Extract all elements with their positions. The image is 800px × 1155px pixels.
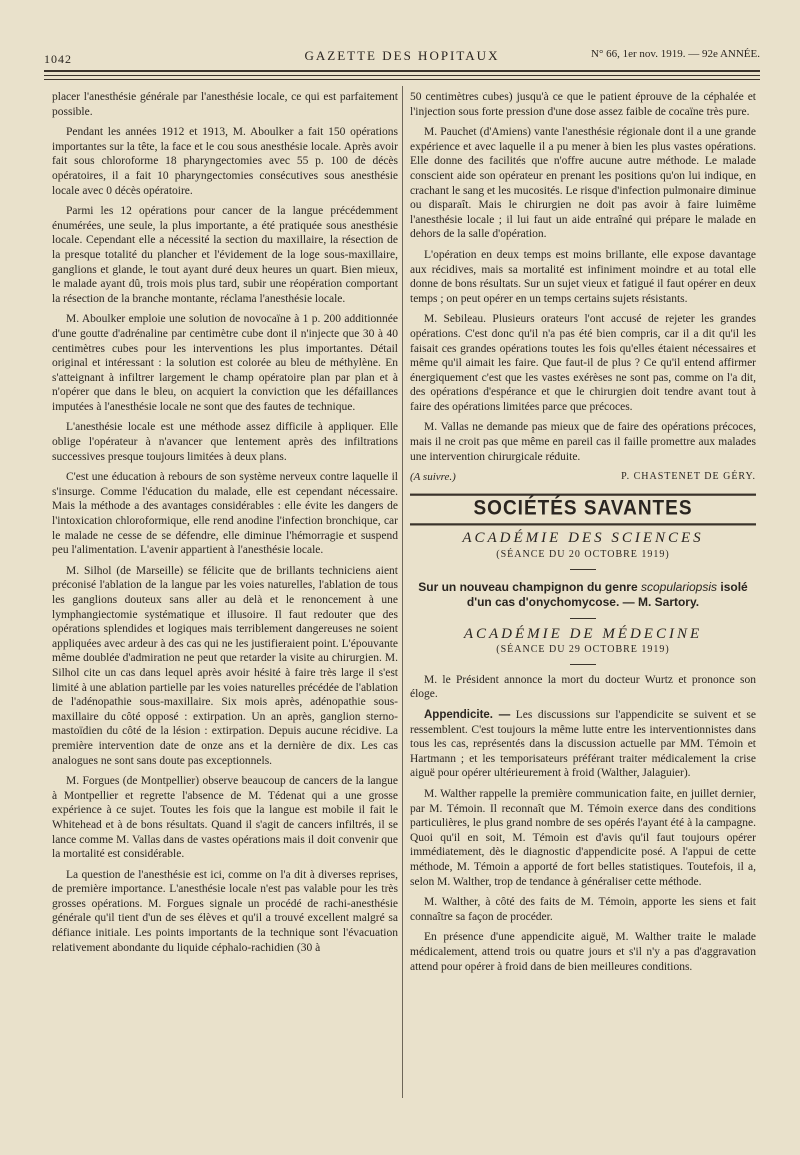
short-rule [570,664,596,665]
paragraph: En présence d'une appendicite aiguë, M. Walther traite le malade médicalement, attend trois ou quatre jours et s'il n'y a pas d'aggravation attend pour opérer à froid dans de bien meilleures conditions. [410,931,756,973]
paragraph: La question de l'anesthésie est ici, comme on l'a dit à diverses reprises, de première importance. L'anesthésie locale n'est pas valable pour les très grosses opérations. M. Forgues signale un procédé de rachi-anesthésie générale qu'il tient d'un de ses élèves et qu'il a trouvé excellent malgré sa défiance initiale. Les points importants de la technique sont l'évacuation relativement abondante du liquide céphalo-rachidien (30 à [52,868,398,954]
page-number: 1042 [44,52,72,66]
short-rule [570,618,596,619]
short-rule [570,569,596,570]
paragraph: L'anesthésie locale est une méthode assez difficile à appliquer. Elle oblige l'opérateur à n'avancer que lentement après des infiltrations successives presque toujours limitées à deux plans. [52,421,398,463]
communication-headline [410,580,756,610]
right-column [410,90,756,980]
journal-title: GAZETTE DES HOPITAUX [304,48,500,63]
paragraph: M. Walther rappelle la première communication faite, en juillet dernier, par M. Témoin. Il reconnaît que M. Témoin exerce dans des conditions particulières, le plus grand nombre de ses opérés l'ayant été à la campagne. Quoi qu'il en soit, M. Témoin est d'avis qu'il faut toujours opérer immédiatement, dès le diagnostic d'appendicite posé. A l'appui de cette méthode, M. Témoin a apporté de fort belles statistiques. Toutefois, il a, selon M. Walther, trop de tendance à généraliser cette méthode. [410,787,756,888]
headline-part: Sur un nouveau champignon du genre [418,579,638,594]
paragraph: M. Pauchet (d'Amiens) vante l'anesthésie régionale dont il a une grande expérience et avec laquelle il a pu mener à bien les plus vastes opérations. Elle donne des facilités que n'offre aucune autre méthode. Le malade conscient aide son opérateur en prenant les positions qu'on lui indique, en crachant le sang et les mucosités. Le risque d'infection pulmonaire diminue ou disparaît. Mais le chirurgien ne doit pas avoir à faire luimême l'anesthésie locale ; il lui faut un aide entraîné qui prépare le malade en dehors de la salle d'opération. [410,126,757,241]
seance-date: (SÉANCE DU 29 OCTOBRE 1919) [496,644,670,656]
paragraph: placer l'anesthésie générale par l'anesthésie locale, ce qui est parfaitement possible. [52,91,398,118]
paragraph: C'est une éducation à rebours de son système nerveux contre laquelle il s'insurge. Comme l'éducation du malade, elle est cependant nécessaire. Mais la méthode a des avantages considérables : elle évite les dangers de l'intoxication chloroformique, elle rend anodine l'infection bronchique, car le malade ne cesse de se défendre, elle diminue l'hémorragie et suspend peu l'alimentation. L'avenir appartient à l'anesthésie locale. [52,471,398,557]
section-title: SOCIÉTÉS SAVANTES [410,493,756,524]
headline-part: isolé d'un cas d'onychomycose. — M. Sartory. [466,579,748,609]
paragraph: M. Forgues (de Montpellier) observe beaucoup de cancers de la langue à Montpellier et regrette l'absence de M. Tédenat qui a une grosse expérience à ce sujet. Toutes les fois que la langue est mobile il fait le Whitehead et à de bons résultats. Quand il s'agit de cancers infiltrés, il se lance comme M. Vallas dans de vastes opérations mais il doit convenir que la mortalité est considérable. [52,775,398,861]
seance-date: (SÉANCE DU 20 OCTOBRE 1919) [496,549,670,561]
issue-info: N° 66, 1er nov. 1919. — 92e ANNÉE. [591,48,760,60]
page-header [44,46,760,68]
header-rule-thin [44,79,760,80]
paragraph: 50 centimètres cubes) jusqu'à ce que le patient éprouve de la céphalée et l'injection sous forte pression d'une dose assez faible de cocaïne très pure. [410,91,756,118]
paragraph: M. Aboulker emploie une solution de novocaïne à 1 p. 200 additionnée d'une goutte d'adrénaline par centimètre cube dont il n'injecte que 30 à 40 centimètres cubes pour les interventions les plus importantes. Détail original et intéressant : la solution est colorée au bleu de méthylène. En s'atteignant à infiltrer largement le champ opératoire plan par plan et à n'opérer que dans le bleu, on acquiert la conviction que les défaillances imputées à l'anesthésie locale ne sont que des fautes de technique. [52,313,398,413]
paragraph: L'opération en deux temps est moins brillante, elle expose davantage aux récidives, mais sa mortalité est infiniment moindre et au total elle donne de bons résultats. Sur un sujet vieux et fatigué il faut opérer en deux temps ; on peut opérer en un temps certains sujets résistants. [410,248,756,305]
paragraph: Pendant les années 1912 et 1913, M. Aboulker a fait 150 opérations importantes sur la tête, la face et le cou sous anesthésie locale. Après avoir fait sous chloroforme 18 pharyngectomies avec 55 p. 100 de décès opératoires, il a fait 10 pharyngectomies consécutives sous anesthésie locale avec 0 décès opératoire. [52,126,398,197]
left-column [52,90,398,961]
paragraph: M. le Président annonce la mort du docteur Wurtz et prononce son éloge. [410,673,756,701]
to-be-continued: (A suivre.) [410,471,456,484]
paragraph: M. Sebileau. Plusieurs orateurs l'ont accusé de rejeter les grandes opérations. C'est donc qu'il n'a pas été bien compris, car il a dit qu'il les faisait ces grandes opérations toutes les fois qu'elles étaient nécessaires et même qu'il aimait les faire. Que faut-il de plus ? Ce qu'il entend affirmer énergiquement c'est que les vastes exérèses ne sont pas, comme on l'a dit, des opérations d'espérance et que le chirurgien doit tendre avant tout à faire des opérations limitées parce que précoces. [410,313,756,413]
header-rule [44,70,760,76]
paragraph-text: Les discussions sur l'appendicite se suivent et se ressemblent. C'est toujours la même lutte entre les interventionnistes dans tous les cas, représentés dans la discussion actuelle par MM. Témoin et Hartmann ; et les temporisateurs préférant traiter médicalement la crise aiguë pour opérer ultérieurement à froid (Walther, Jalaguier). [410,709,757,780]
paragraph [410,708,756,781]
runin-heading: Appendicite. — [424,709,511,721]
paragraph: M. Silhol (de Marseille) se félicite que de brillants techniciens aient préconisé l'ablation de la langue par les voies naturelles, l'ablation de tous les ganglions douteux sans aller au delà et le renoncement à une lymphangiectomie systématique et illusoire. Il faut redouter que des opérations splendides et logiques mais terriblement dangereuses ne soient appliquées avec ardeur à des cas qui ne les justifieraient point. L'épouvante même doublée d'admiration ne peut que retarder la visite au chirurgien. M. Silhol cite un cas dans lequel après avoir hésité à faire très large il s'est limité à une ablation partielle par les voies naturelles précédée de l'ablation de l'adénopathie sous-maxillaire. Six mois après, adénopathie sous-maxillaire du côté opposé : extirpation. Un an après, ganglion sterno-mastoïdien du côté de la lésion : extirpation. Depuis aucune récidive. La première intervention date de onze ans et la dernière de dix. Les cas analogues ne sont sans doute pas exceptionnels. [52,564,398,767]
paragraph: M. Vallas ne demande pas mieux que de faire des opérations précoces, mais il ne croit pas que même en pareil cas il faille promettre aux malades une intervention chirurgicale réduite. [410,421,756,463]
column-divider [402,86,403,1098]
academie-medecine-title: ACADÉMIE DE MÉDECINE [463,625,703,642]
paragraph: M. Walther, à côté des faits de M. Témoin, apporte les siens et fait connaître sa façon de procéder. [410,896,756,923]
paragraph: Parmi les 12 opérations pour cancer de la langue précédemment énumérées, une seule, la plus importante, a été pratiquée sous anesthésie locale. Cependant elle a nécessité la section du maxillaire, la résection de la presque totalité du plancher et l'évidement de la loge sous-maxillaire, ganglions et glande, le tout ayant duré deux heures un quart. Bien mieux, le malade ayant dû, trois mois plus tard, subir une réopération comportant la résection de la branche montante, réclama l'anesthésie locale. [52,205,398,305]
academie-sciences-title: ACADÉMIE DES SCIENCES [462,530,704,547]
headline-genus: scopulariopsis [640,579,718,594]
signature-line [410,470,756,485]
author-signature: P. CHASTENET DE GÉRY. [621,471,756,483]
